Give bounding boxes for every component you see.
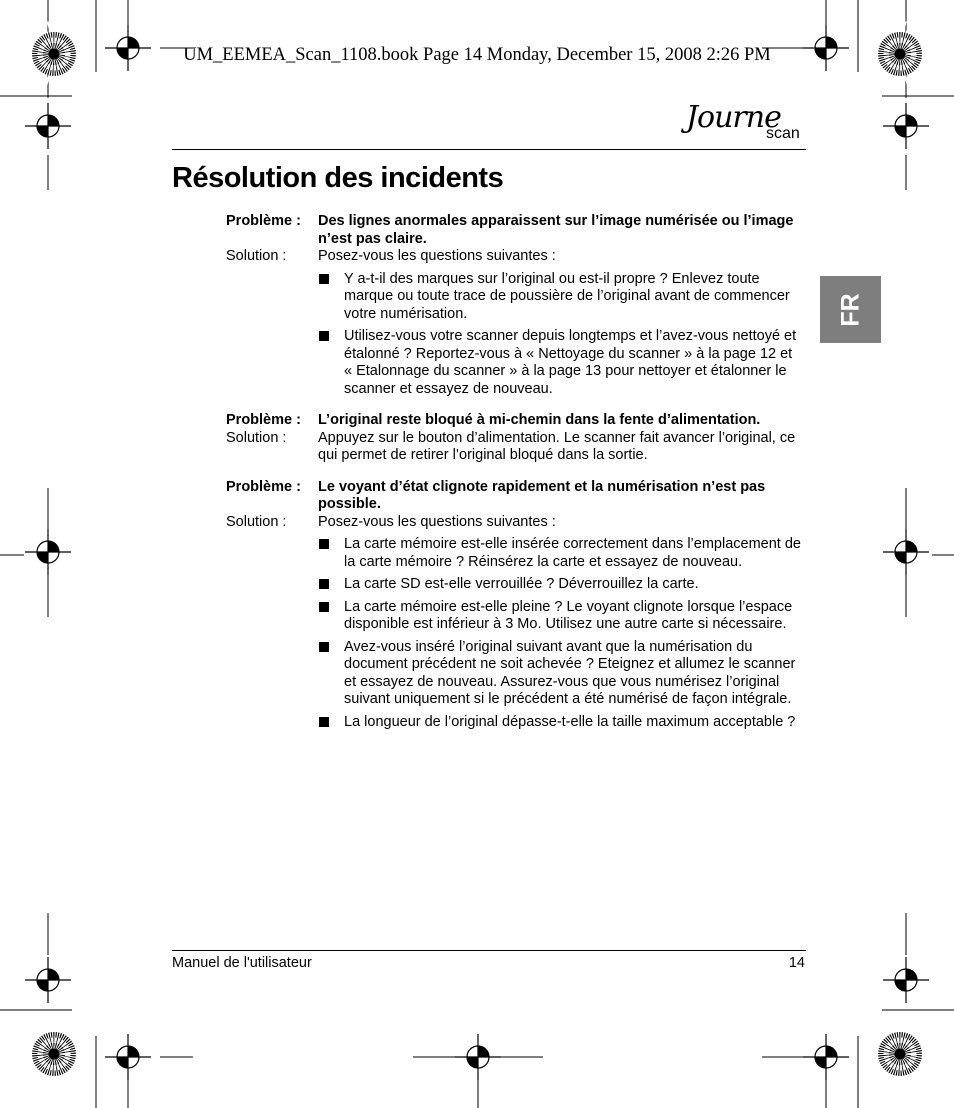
solution-text: Appuyez sur le bouton d’alimentation. Le scanner fait avancer l’original, ce qui permet de retirer l’original bloqué dans la sortie. xyxy=(318,429,796,463)
troubleshooting-entry xyxy=(226,213,816,398)
problem-text: Le voyant d’état clignote rapidement et la numérisation n’est pas possible. xyxy=(318,478,766,512)
problem-label: Problème : xyxy=(226,478,301,495)
solution-row xyxy=(226,248,816,266)
solution-label: Solution : xyxy=(226,248,287,264)
logo-script: Journe xyxy=(686,100,781,135)
footer-manual-title: Manuel de l'utilisateur xyxy=(172,955,312,971)
bullet-item: La carte mémoire est-elle pleine ? Le voyant clignote lorsque l’espace disponible est inférieur à 3 Mo. Utilisez une autre carte si nécessaire. xyxy=(318,599,804,634)
troubleshooting-entry xyxy=(226,412,816,465)
language-tab xyxy=(820,276,881,343)
problem-row xyxy=(226,213,816,248)
bullet-item: La carte SD est-elle verrouillée ? Déverrouillez la carte. xyxy=(318,576,804,594)
footer-rule xyxy=(172,950,806,951)
problem-row xyxy=(226,479,816,514)
bullet-item: Y a-t-il des marques sur l’original ou est-il propre ? Enlevez toute marque ou toute trace de poussière de l’original avant de commencer votre numérisation. xyxy=(318,271,804,324)
bullet-item: Avez-vous inséré l’original suivant avant que la numérisation du document précédent ne soit achevée ? Eteignez et allumez le scanner et essayez de nouveau. Assurez-vous que vous numérisez l’original suivant uniquement si le précédent a été numérisé de façon intégrale. xyxy=(318,639,804,709)
troubleshooting-entry xyxy=(226,479,816,732)
problem-text: L’original reste bloqué à mi-chemin dans la fente d’alimentation. xyxy=(318,412,761,428)
bullet-item: La carte mémoire est-elle insérée correctement dans l’emplacement de la carte mémoire ? Réinsérez la carte et essayez de nouveau. xyxy=(318,536,804,571)
solution-row xyxy=(226,514,816,532)
solution-row xyxy=(226,430,816,465)
page-number: 14 xyxy=(788,955,805,971)
solution-label: Solution : xyxy=(226,429,287,446)
language-tab-label: FR xyxy=(836,292,864,327)
bullet-list xyxy=(318,536,804,731)
problem-label: Problème : xyxy=(226,412,301,428)
bullet-list xyxy=(318,271,804,399)
solution-label: Solution : xyxy=(226,513,287,530)
problem-label: Problème : xyxy=(226,213,301,229)
solution-text: Posez-vous les questions suivantes : xyxy=(318,513,556,530)
logo-scan: scan xyxy=(766,125,800,142)
book-file-header: UM_EEMEA_Scan_1108.book Page 14 Monday, December 15, 2008 2:26 PM xyxy=(183,45,771,65)
problem-row xyxy=(226,412,816,430)
page-title: Résolution des incidents xyxy=(172,162,504,194)
journe-scan-logo xyxy=(686,100,811,150)
bullet-item: Utilisez-vous votre scanner depuis longtemps et l’avez-vous nettoyé et étalonné ? Reportez-vous à « Nettoyage du scanner » à la page 12 et « Etalonnage du scanner » à la page 13 pour nettoyer et étalonner le scanner et essayez de nouveau. xyxy=(318,328,804,398)
solution-text: Posez-vous les questions suivantes : xyxy=(318,248,556,264)
troubleshooting-list xyxy=(226,213,816,745)
header-rule xyxy=(172,149,806,150)
problem-text: Des lignes anormales apparaissent sur l’image numérisée ou l’image n’est pas claire. xyxy=(318,213,794,247)
bullet-item: La longueur de l’original dépasse-t-elle la taille maximum acceptable ? xyxy=(318,714,804,732)
